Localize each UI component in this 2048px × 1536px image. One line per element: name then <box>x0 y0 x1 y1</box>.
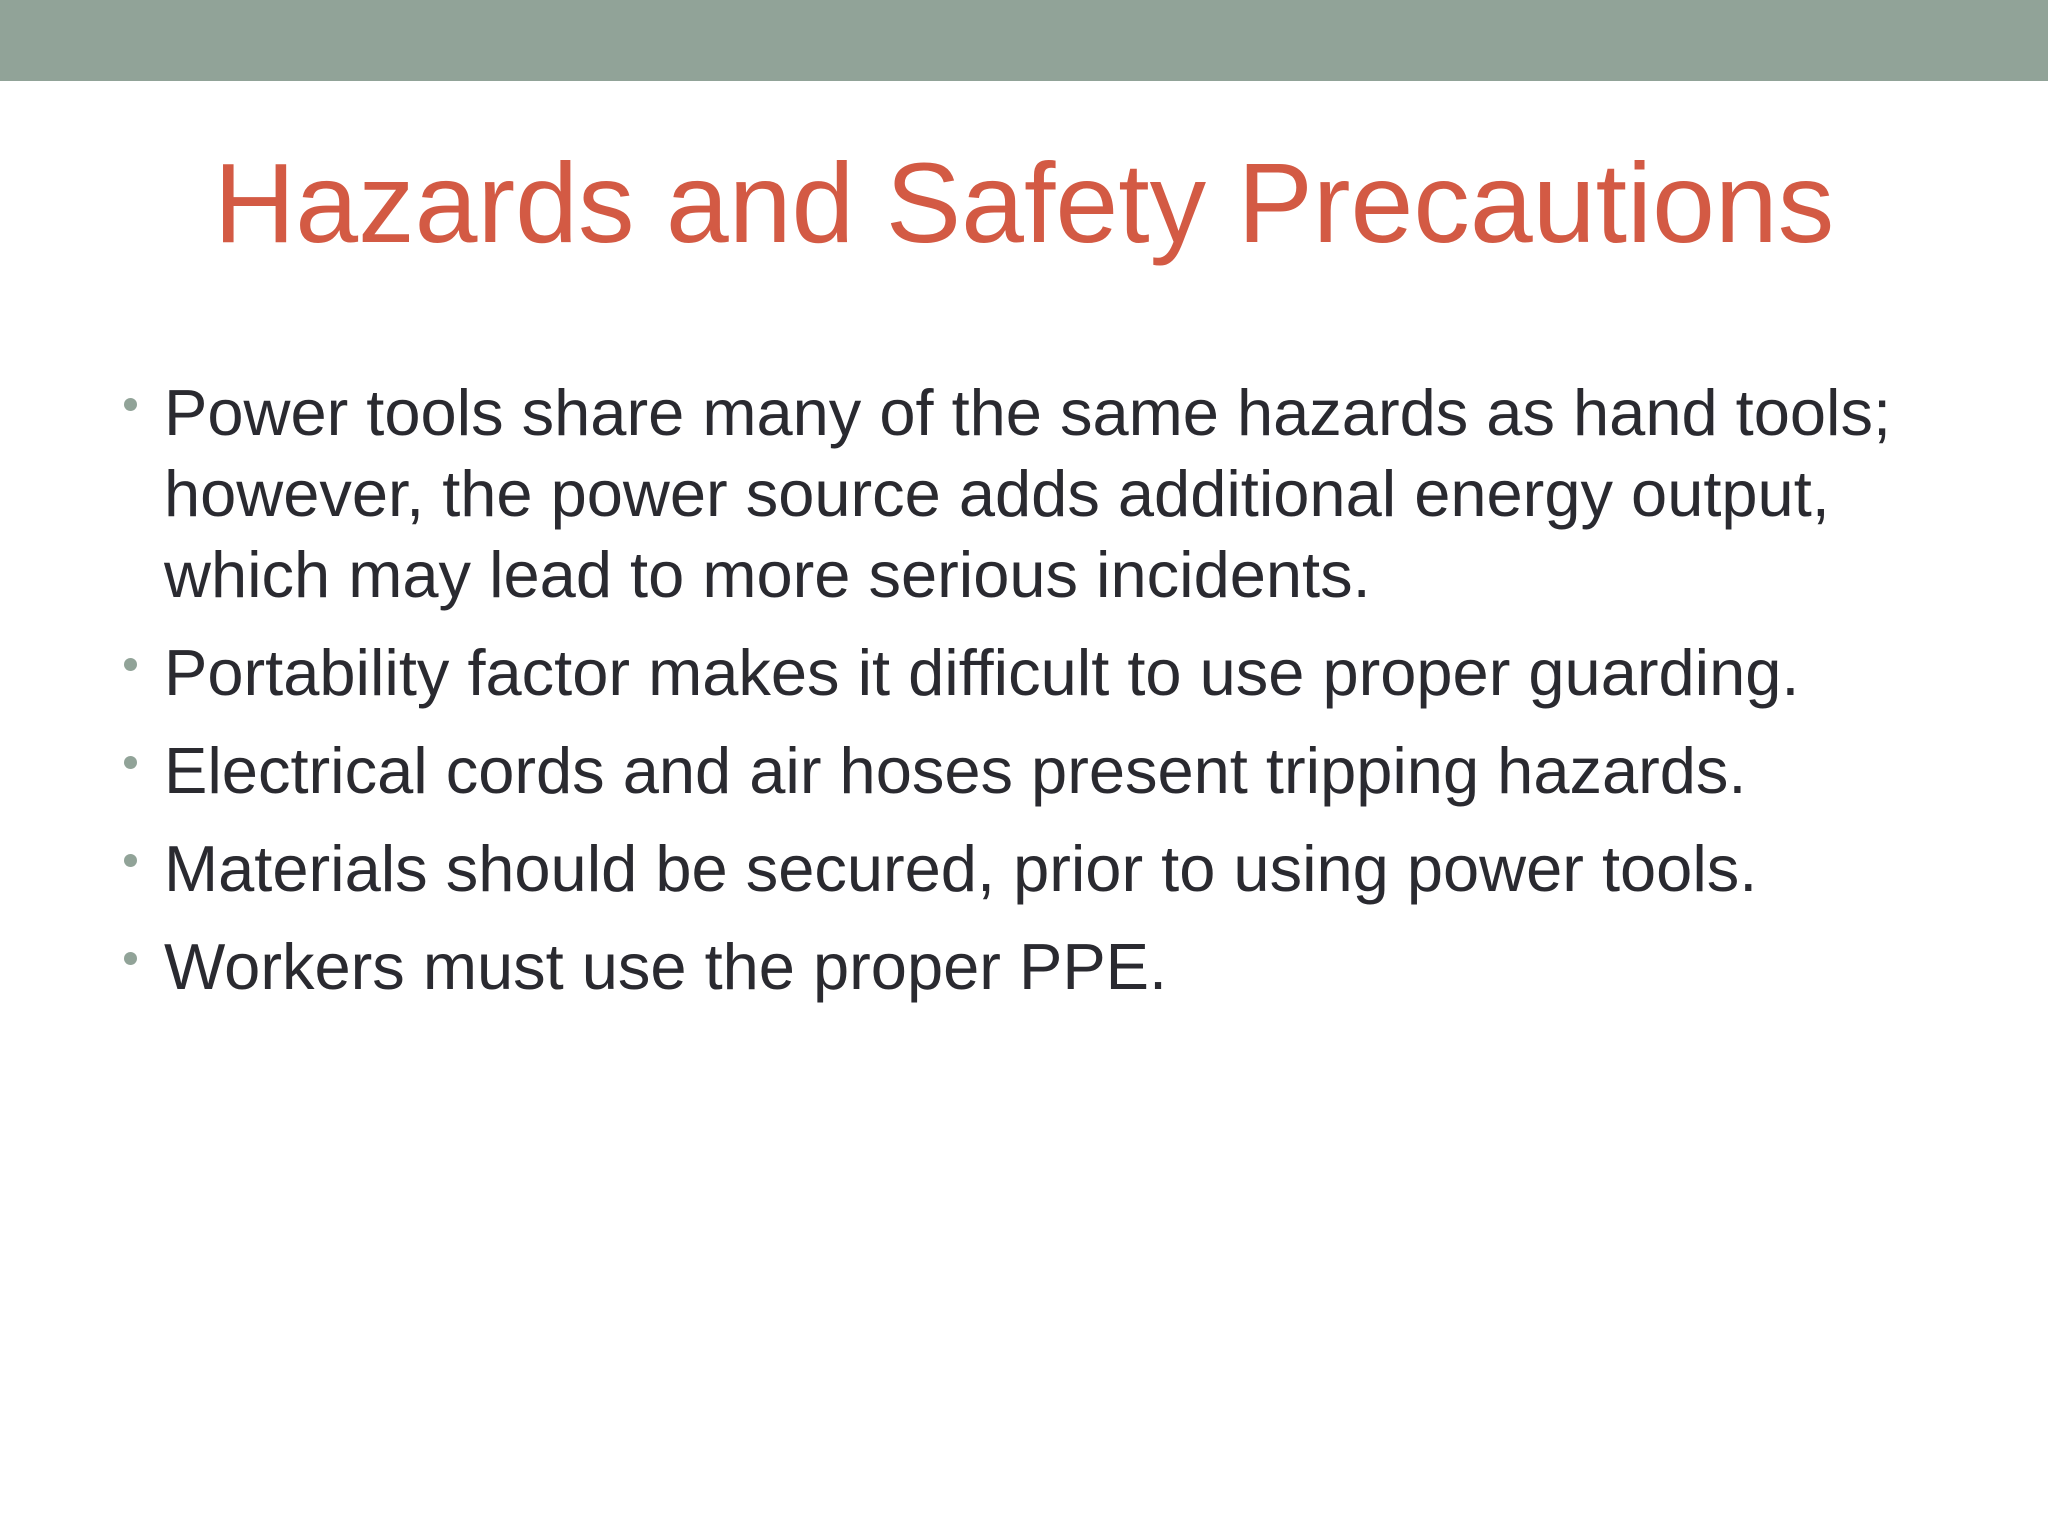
bullet-icon <box>124 952 137 965</box>
bullet-icon <box>124 398 137 411</box>
bullet-text: Power tools share many of the same hazards as hand tools; however, the power source adds additional energy output, which may lead to more serious incidents. <box>164 376 1892 611</box>
bullet-icon <box>124 854 137 867</box>
bullet-icon <box>124 658 137 671</box>
bullet-text: Electrical cords and air hoses present tripping hazards. <box>164 734 1747 807</box>
bullet-text: Workers must use the proper PPE. <box>164 930 1168 1003</box>
bullet-list <box>124 372 1944 1024</box>
bullet-icon <box>124 756 137 769</box>
slide-title: Hazards and Safety Precautions <box>213 140 1835 266</box>
bullet-item <box>124 632 1944 713</box>
bullet-item <box>124 828 1944 909</box>
header-band <box>0 0 2048 81</box>
bullet-item <box>124 372 1944 615</box>
bullet-text: Materials should be secured, prior to using power tools. <box>164 832 1758 905</box>
bullet-item <box>124 926 1944 1007</box>
bullet-item <box>124 730 1944 811</box>
bullet-text: Portability factor makes it difficult to use proper guarding. <box>164 636 1800 709</box>
